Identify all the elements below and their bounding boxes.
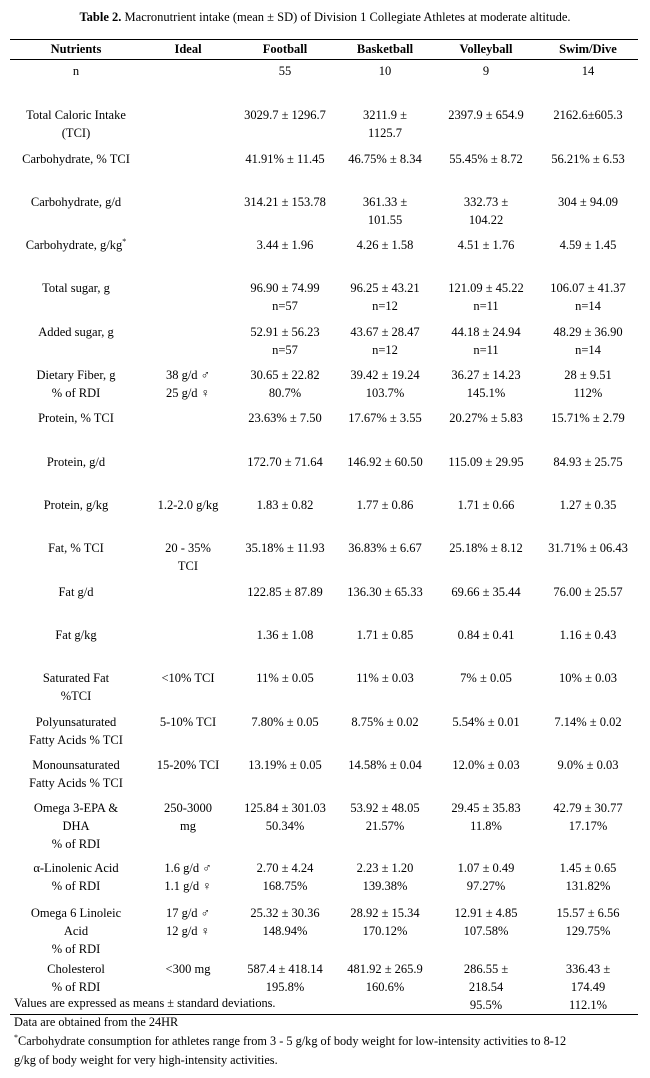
cell-ideal — [142, 191, 234, 234]
footnote-4: g/kg of body weight for very high-intensity activities. — [14, 1053, 278, 1067]
cell-football: 52.91 ± 56.23 n=57 — [250, 324, 320, 357]
cell-volleyball: 12.0% ± 0.03 — [452, 757, 520, 772]
table-row — [10, 60, 638, 104]
cell-volleyball: 5.54% ± 0.01 — [452, 714, 520, 729]
cell-football: 41.91% ± 11.45 — [245, 151, 325, 166]
cell-football: 7.80% ± 0.05 — [251, 714, 319, 729]
table-header-row — [10, 40, 638, 60]
table-row — [10, 494, 638, 537]
cell-football: 55 — [278, 64, 292, 78]
table-row — [10, 191, 638, 234]
cell-ideal: 1.6 g/d ♂ 1.1 g/d ♀ — [164, 860, 212, 893]
footnote-marker: * — [122, 236, 127, 246]
cell-football: 172.70 ± 71.64 — [247, 454, 323, 469]
cell-ideal: 5-10% TCI — [159, 714, 217, 729]
column-header-football: Football — [234, 40, 336, 60]
footnote-2: Data are obtained from the 24HR — [14, 1015, 179, 1029]
cell-football: 3029.7 ± 1296.7 — [244, 107, 326, 122]
cell-basketball: 146.92 ± 60.50 — [347, 454, 423, 469]
table-row — [10, 364, 638, 407]
cell-ideal: <10% TCI — [161, 670, 215, 685]
caption-text: Macronutrient intake (mean ± SD) of Division 1 Collegiate Athletes at moderate altitude. — [124, 10, 571, 24]
cell-nutrient: Total Caloric Intake (TCI) — [26, 107, 126, 140]
footnote-1: Values are expressed as means ± standard deviations. — [14, 996, 276, 1010]
column-header-nutrients: Nutrients — [10, 40, 142, 60]
cell-swim-dive: 28 ± 9.51 112% — [564, 367, 612, 400]
cell-basketball: 3211.9 ± 1125.7 — [363, 107, 407, 140]
table-row — [10, 711, 638, 754]
cell-nutrient: Polyunsaturated Fatty Acids % TCI — [29, 714, 123, 747]
table-row — [10, 277, 638, 321]
cell-volleyball: 286.55 ± 218.54 95.5% — [434, 958, 538, 1015]
cell-basketball: 39.42 ± 19.24 103.7% — [350, 367, 420, 400]
cell-swim-dive: 1.45 ± 0.65 131.82% — [559, 860, 617, 893]
cell-basketball: 46.75% ± 8.34 — [348, 151, 422, 166]
cell-football: 587.4 ± 418.14 195.8% — [234, 958, 336, 1015]
cell-ideal — [142, 581, 234, 624]
table-row — [10, 104, 638, 148]
cell-nutrient: Fat g/d — [58, 584, 94, 599]
cell-nutrient: Protein, % TCI — [38, 410, 114, 425]
cell-swim-dive: 7.14% ± 0.02 — [554, 714, 622, 729]
cell-basketball: 53.92 ± 48.05 21.57% — [350, 800, 420, 833]
cell-swim-dive: 106.07 ± 41.37 n=14 — [550, 280, 626, 313]
cell-swim-dive: 56.21% ± 6.53 — [551, 151, 625, 166]
column-header-swim-dive: Swim/Dive — [538, 40, 638, 60]
cell-swim-dive: 42.79 ± 30.77 17.17% — [553, 800, 623, 833]
cell-volleyball: 25.18% ± 8.12 — [449, 540, 523, 555]
table-row — [10, 581, 638, 624]
table-row — [10, 537, 638, 581]
cell-basketball: 17.67% ± 3.55 — [348, 410, 422, 425]
footnote-marker: * — [14, 1032, 18, 1042]
cell-basketball: 136.30 ± 65.33 — [347, 584, 423, 599]
cell-volleyball: 332.73 ± 104.22 — [463, 194, 509, 227]
cell-volleyball: 29.45 ± 35.83 11.8% — [451, 800, 521, 833]
table-footnotes — [14, 994, 638, 1070]
cell-swim-dive: 48.29 ± 36.90 n=14 — [553, 324, 623, 357]
cell-nutrient: Cholesterol % of RDI — [10, 958, 142, 1015]
cell-volleyball: 44.18 ± 24.94 n=11 — [451, 324, 521, 357]
cell-ideal: 15-20% TCI — [156, 757, 220, 772]
cell-volleyball: 20.27% ± 5.83 — [449, 410, 523, 425]
cell-swim-dive: 84.93 ± 25.75 — [553, 454, 623, 469]
cell-basketball: 1.71 ± 0.85 — [356, 627, 414, 642]
cell-swim-dive: 10% ± 0.03 — [559, 670, 617, 685]
table-row — [10, 902, 638, 958]
cell-swim-dive: 76.00 ± 25.57 — [553, 584, 623, 599]
column-header-basketball: Basketball — [336, 40, 434, 60]
table-row — [10, 451, 638, 494]
cell-nutrient: Omega 3-EPA & DHA % of RDI — [33, 800, 119, 851]
cell-football: 13.19% ± 0.05 — [248, 757, 322, 772]
table-row — [10, 234, 638, 277]
cell-nutrient: Total sugar, g — [42, 280, 110, 295]
cell-football: 30.65 ± 22.82 80.7% — [250, 367, 320, 400]
cell-ideal — [142, 277, 234, 321]
cell-nutrient: Protein, g/d — [46, 454, 106, 469]
caption-label: Table 2. — [79, 10, 122, 24]
cell-football: 3.44 ± 1.96 — [256, 237, 314, 252]
cell-basketball: 8.75% ± 0.02 — [351, 714, 419, 729]
cell-basketball: 43.67 ± 28.47 n=12 — [350, 324, 420, 357]
cell-ideal: 250-3000 mg — [164, 800, 212, 833]
cell-football: 35.18% ± 11.93 — [245, 540, 325, 555]
cell-basketball: 4.26 ± 1.58 — [356, 237, 414, 252]
cell-nutrient: Added sugar, g — [38, 324, 114, 339]
cell-nutrient: Fat, % TCI — [48, 540, 104, 555]
cell-ideal — [142, 451, 234, 494]
cell-volleyball: 0.84 ± 0.41 — [457, 627, 515, 642]
table-row — [10, 797, 638, 857]
table-row — [10, 667, 638, 711]
cell-basketball: 96.25 ± 43.21 n=12 — [350, 280, 420, 313]
cell-football: 2.70 ± 4.24 168.75% — [256, 860, 314, 893]
macronutrient-table — [10, 39, 638, 1015]
cell-volleyball: 9 — [482, 64, 490, 78]
cell-ideal — [142, 624, 234, 667]
cell-volleyball: 1.71 ± 0.66 — [457, 497, 515, 512]
table-row — [10, 857, 638, 902]
table-row — [10, 321, 638, 364]
cell-basketball: 36.83% ± 6.67 — [348, 540, 422, 555]
table-row — [10, 407, 638, 451]
cell-football: 11% ± 0.05 — [256, 670, 314, 685]
cell-volleyball: 4.51 ± 1.76 — [457, 237, 515, 252]
cell-swim-dive: 15.57 ± 6.56 129.75% — [556, 905, 620, 938]
cell-football: 314.21 ± 153.78 — [244, 194, 326, 209]
cell-ideal — [142, 60, 234, 104]
cell-swim-dive: 1.16 ± 0.43 — [559, 627, 617, 642]
column-header-volleyball: Volleyball — [434, 40, 538, 60]
footnote-3: *Carbohydrate consumption for athletes range from 3 - 5 g/kg of body weight for low-intensity activities to 8-12 — [14, 1032, 567, 1048]
cell-nutrient: Omega 6 Linoleic Acid % of RDI — [30, 905, 122, 956]
table-row — [10, 148, 638, 191]
cell-football: 1.83 ± 0.82 — [256, 497, 314, 512]
cell-swim-dive: 31.71% ± 06.43 — [548, 540, 628, 555]
cell-nutrient: Protein, g/kg — [43, 497, 109, 512]
cell-nutrient: n — [72, 64, 80, 78]
cell-volleyball: 12.91 ± 4.85 107.58% — [454, 905, 518, 938]
cell-nutrient: Carbohydrate, % TCI — [22, 151, 130, 166]
cell-basketball: 11% ± 0.03 — [356, 670, 414, 685]
cell-basketball: 28.92 ± 15.34 170.12% — [350, 905, 420, 938]
cell-swim-dive: 2162.6±605.3 — [553, 107, 623, 122]
table-caption — [0, 10, 650, 25]
cell-nutrient: Dietary Fiber, g % of RDI — [36, 367, 116, 400]
cell-football: 25.32 ± 30.36 148.94% — [250, 905, 320, 938]
cell-ideal — [142, 104, 234, 148]
cell-football: 122.85 ± 87.89 — [247, 584, 323, 599]
cell-basketball: 10 — [378, 64, 392, 78]
table-row — [10, 624, 638, 667]
cell-basketball: 481.92 ± 265.9 160.6% — [336, 958, 434, 1015]
cell-ideal — [142, 321, 234, 364]
cell-volleyball: 69.66 ± 35.44 — [451, 584, 521, 599]
cell-ideal: <300 mg — [142, 958, 234, 1015]
cell-ideal: 38 g/d ♂ 25 g/d ♀ — [165, 367, 211, 400]
cell-nutrient: Carbohydrate, g/d — [30, 194, 122, 209]
cell-volleyball: 121.09 ± 45.22 n=11 — [448, 280, 524, 313]
cell-swim-dive: 4.59 ± 1.45 — [559, 237, 617, 252]
cell-ideal — [142, 148, 234, 191]
cell-volleyball: 2397.9 ± 654.9 — [448, 107, 524, 122]
cell-basketball: 14.58% ± 0.04 — [348, 757, 422, 772]
cell-swim-dive: 9.0% ± 0.03 — [557, 757, 619, 772]
cell-nutrient: Saturated Fat %TCI — [42, 670, 110, 703]
cell-basketball: 361.33 ± 101.55 — [362, 194, 408, 227]
cell-nutrient: α-Linolenic Acid % of RDI — [33, 860, 119, 893]
cell-ideal: 20 - 35% TCI — [165, 540, 211, 573]
cell-football: 96.90 ± 74.99 n=57 — [250, 280, 320, 313]
cell-volleyball: 55.45% ± 8.72 — [449, 151, 523, 166]
cell-basketball: 1.77 ± 0.86 — [356, 497, 414, 512]
cell-nutrient: Monounsaturated Fatty Acids % TCI — [29, 757, 123, 790]
cell-football: 1.36 ± 1.08 — [256, 627, 314, 642]
cell-basketball: 2.23 ± 1.20 139.38% — [356, 860, 414, 893]
cell-swim-dive: 15.71% ± 2.79 — [551, 410, 625, 425]
column-header-ideal: Ideal — [142, 40, 234, 60]
cell-ideal — [142, 234, 234, 277]
cell-swim-dive: 14 — [581, 64, 595, 78]
cell-nutrient: Carbohydrate, g/kg* — [25, 236, 127, 252]
table-row — [10, 754, 638, 797]
cell-football: 23.63% ± 7.50 — [248, 410, 322, 425]
cell-volleyball: 7% ± 0.05 — [460, 670, 512, 685]
cell-swim-dive: 336.43 ± 174.49 112.1% — [538, 958, 638, 1015]
cell-swim-dive: 1.27 ± 0.35 — [559, 497, 617, 512]
cell-swim-dive: 304 ± 94.09 — [558, 194, 618, 209]
cell-nutrient: Fat g/kg — [55, 627, 97, 642]
cell-ideal: 1.2-2.0 g/kg — [157, 497, 219, 512]
cell-volleyball: 1.07 ± 0.49 97.27% — [457, 860, 515, 893]
cell-football: 125.84 ± 301.03 50.34% — [244, 800, 326, 833]
table-body — [10, 60, 638, 1015]
cell-ideal: 17 g/d ♂ 12 g/d ♀ — [165, 905, 211, 938]
cell-ideal — [142, 407, 234, 451]
cell-volleyball: 115.09 ± 29.95 — [448, 454, 524, 469]
cell-volleyball: 36.27 ± 14.23 145.1% — [451, 367, 521, 400]
